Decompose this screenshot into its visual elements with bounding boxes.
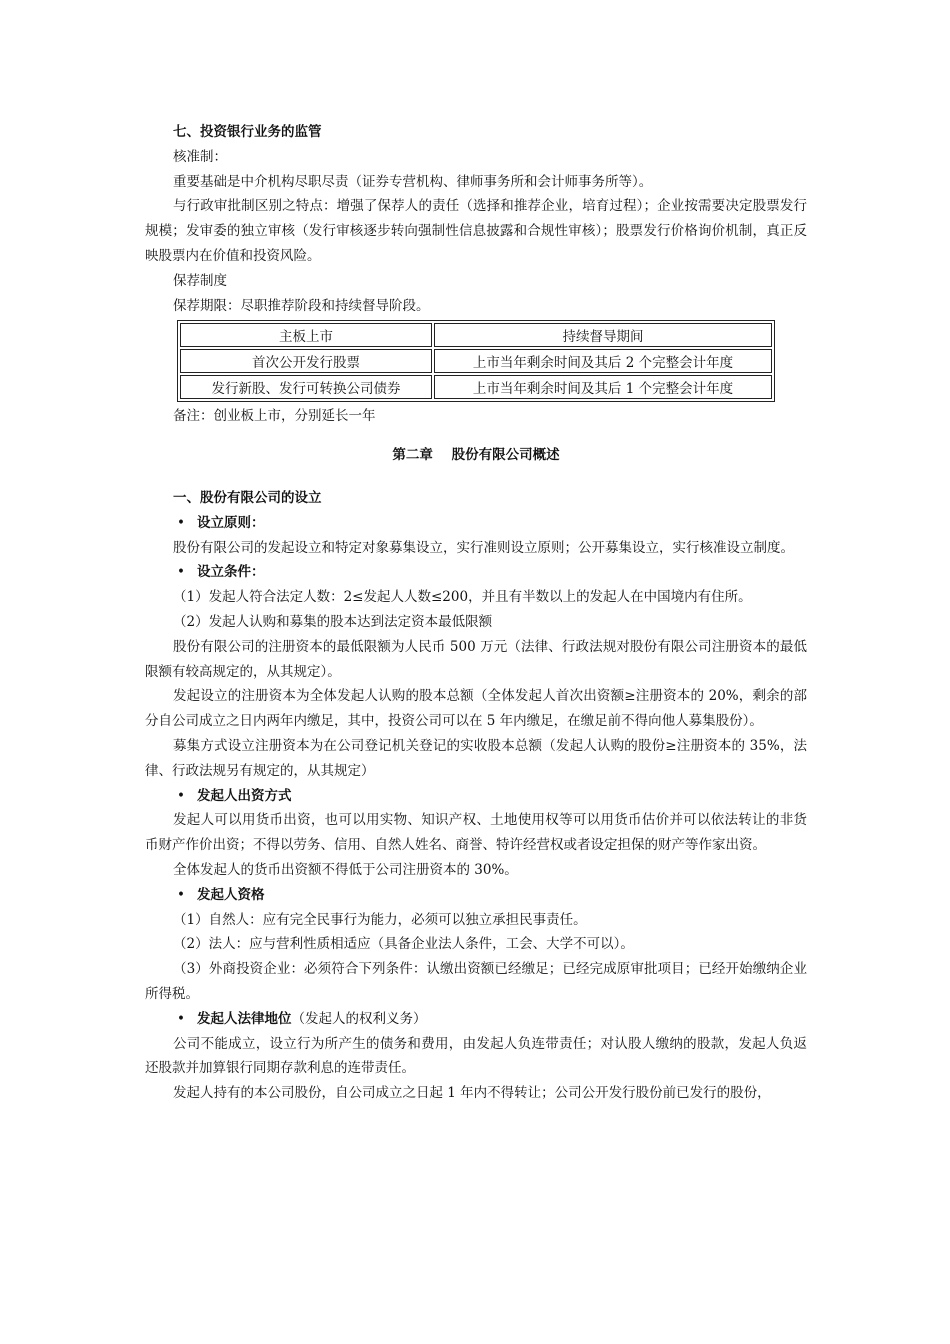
table-header-row <box>180 323 772 347</box>
table-cell: 上市当年剩余时间及其后 1 个完整会计年度 <box>434 375 772 399</box>
paragraph: 全体发起人的货币出资额不得低于公司注册资本的 30%。 <box>173 861 518 878</box>
paragraph: 发起人可以用货币出资，也可以用实物、知识产权、土地使用权等可以用货币估价并可以依法转让的非货币财产作价出资；不得以劳务、信用、自然人姓名、商誉、特许经营权或者设定担保的财产等作家出资。 <box>145 812 807 854</box>
paragraph: （2）发起人认购和募集的股本达到法定资本最低限额 <box>173 613 493 630</box>
bullet-icon: • <box>177 787 185 804</box>
bullet-icon: • <box>177 886 185 903</box>
table-row <box>180 375 772 399</box>
table-cell: 发行新股、发行可转换公司债券 <box>180 375 432 399</box>
paragraph: （2）法人：应与营利性质相适应（具备企业法人条件，工会、大学不可以）。 <box>173 936 634 953</box>
paragraph: 与行政审批制区别之特点：增强了保荐人的责任（选择和推荐企业，培育过程）；企业按需要决定股票发行规模；发审委的独立审核（发行审核逐步转向强制性信息披露和合规性审核）；股票发行价格询价机制，真正反映股票内在价值和投资风险。 <box>145 198 807 264</box>
table-header-cell: 主板上市 <box>180 323 432 347</box>
table-row <box>180 349 772 373</box>
paragraph: 股份有限公司的注册资本的最低限额为人民币 500 万元（法律、行政法规对股份有限公司注册资本的最低限额有较高规定的，从其规定）。 <box>145 638 807 680</box>
paragraph: 保荐制度 <box>173 272 227 289</box>
table-cell: 上市当年剩余时间及其后 2 个完整会计年度 <box>434 349 772 373</box>
document-page <box>145 120 807 1106</box>
bullet-icon: • <box>177 564 185 581</box>
section-heading-establishment: 一、股份有限公司的设立 <box>173 489 322 506</box>
paragraph: 发起设立的注册资本为全体发起人认购的股本总额（全体发起人首次出资额≥注册资本的 20%，剩余的部分自公司成立之日内两年内缴足，其中，投资公司可以在 5 年内缴足，在缴足前不得向他人募集股份）。 <box>145 688 807 730</box>
table-cell: 首次公开发行股票 <box>180 349 432 373</box>
bullet-item: • 发起人资格 <box>145 883 807 908</box>
bullet-icon: • <box>177 514 185 531</box>
paragraph: 募集方式设立注册资本为在公司登记机关登记的实收股本总额（发起人认购的股份≥注册资本的 35%，法律、行政法规另有规定的，从其规定） <box>145 737 807 779</box>
bullet-item: • 发起人法律地位（发起人的权利义务） <box>145 1007 807 1032</box>
paragraph: 保荐期限：尽职推荐阶段和持续督导阶段。 <box>173 297 430 314</box>
paragraph: 公司不能成立，设立行为所产生的债务和费用，由发起人负连带责任；对认股人缴纳的股款，发起人负返还股款并加算银行同期存款利息的连带责任。 <box>145 1035 807 1077</box>
paragraph: 重要基础是中介机构尽职尽责（证券专营机构、律师事务所和会计师事务所等）。 <box>173 173 653 190</box>
bullet-item: • 设立原则： <box>145 511 807 536</box>
note: 备注：创业板上市，分别延长一年 <box>173 408 376 425</box>
sponsorship-period-table <box>177 320 775 402</box>
bullet-item: • 发起人出资方式 <box>145 784 807 809</box>
paragraph: （3）外商投资企业：必须符合下列条件：认缴出资额已经缴足；已经完成原审批项目；已经开始缴纳企业所得税。 <box>145 961 807 1002</box>
paragraph: 核准制： <box>173 148 227 165</box>
bullet-icon: • <box>177 1010 185 1027</box>
paragraph: （1）自然人：应有完全民事行为能力，必须可以独立承担民事责任。 <box>173 911 587 928</box>
section-heading-supervision: 七、投资银行业务的监管 <box>173 124 322 140</box>
chapter-title: 第二章 股份有限公司概述 <box>392 447 560 464</box>
paragraph: 股份有限公司的发起设立和特定对象募集设立，实行准则设立原则；公开募集设立，实行核准设立制度。 <box>173 539 794 556</box>
paragraph: 发起人持有的本公司股份，自公司成立之日起 1 年内不得转让；公司公开发行股份前已发行的股份， <box>173 1085 771 1102</box>
table-header-cell: 持续督导期间 <box>434 323 772 347</box>
bullet-item: • 设立条件： <box>145 560 807 585</box>
paragraph: （1）发起人符合法定人数：2≤发起人人数≤200，并且有半数以上的发起人在中国境内有住所。 <box>173 589 752 606</box>
